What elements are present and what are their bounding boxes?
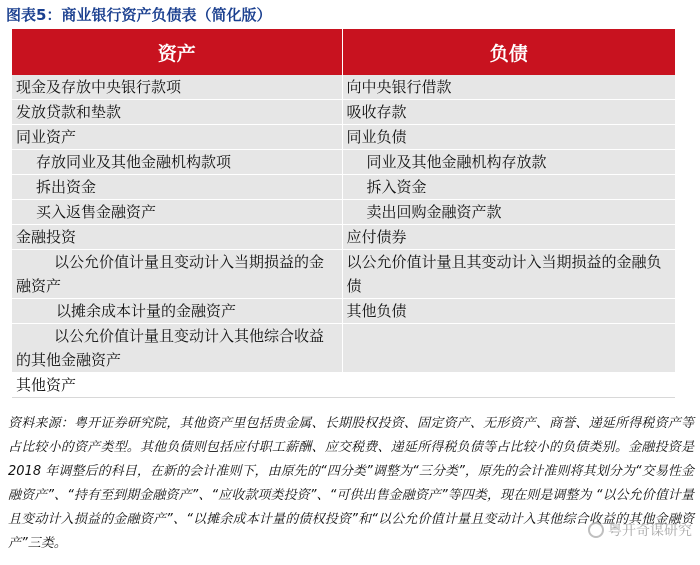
liability-cell: 应付债券 — [342, 225, 675, 250]
asset-cell: 金融投资 — [12, 225, 342, 250]
table-row — [12, 200, 675, 225]
liability-cell: 以公允价值计量且其变动计入当期损益的金融负债 — [342, 250, 675, 299]
liability-cell: 同业负债 — [342, 125, 675, 150]
table-row — [12, 250, 675, 299]
asset-cell: 以摊余成本计量的金融资产 — [12, 299, 342, 324]
header-liabilities: 负债 — [342, 29, 675, 75]
table-row — [12, 125, 675, 150]
asset-cell: 买入返售金融资产 — [12, 200, 342, 225]
table-row — [12, 100, 675, 125]
liability-cell: 卖出回购金融资产款 — [342, 200, 675, 225]
table-row — [12, 324, 675, 373]
liability-cell: 同业及其他金融机构存放款 — [342, 150, 675, 175]
asset-cell: 以公允价值计量且变动计入其他综合收益的其他金融资产 — [12, 324, 342, 373]
asset-cell: 现金及存放中央银行款项 — [12, 75, 342, 100]
liability-cell: 拆入资金 — [342, 175, 675, 200]
asset-cell: 存放同业及其他金融机构款项 — [12, 150, 342, 175]
liability-cell: 其他负债 — [342, 299, 675, 324]
table-row — [12, 225, 675, 250]
liability-cell — [342, 324, 675, 373]
liability-cell: 吸收存款 — [342, 100, 675, 125]
balance-sheet-table — [12, 29, 675, 398]
table-row — [12, 299, 675, 324]
table-row — [12, 175, 675, 200]
liability-cell: 向中央银行借款 — [342, 75, 675, 100]
asset-cell: 其他资产 — [12, 373, 342, 398]
header-assets: 资产 — [12, 29, 342, 75]
asset-cell: 拆出资金 — [12, 175, 342, 200]
wechat-logo-icon — [588, 522, 604, 538]
watermark — [588, 520, 692, 540]
asset-cell: 同业资产 — [12, 125, 342, 150]
table-row — [12, 373, 675, 398]
liability-cell — [342, 373, 675, 398]
figure-title: 图表5：商业银行资产负债表（简化版） — [6, 6, 272, 24]
asset-cell: 发放贷款和垫款 — [12, 100, 342, 125]
table-row — [12, 75, 675, 100]
watermark-text: 粤开奇谋研究 — [608, 523, 692, 539]
table-row — [12, 150, 675, 175]
table-header-row — [12, 29, 675, 75]
asset-cell: 以公允价值计量且变动计入当期损益的金融资产 — [12, 250, 342, 299]
source-note: 资料来源：粤开证券研究院，其他资产里包括贵金属、长期股权投资、固定资产、无形资产、商誉、递延所得税资产等占比较小的资产类型。其他负债则包括应付职工薪酬、应交税费、递延所得税负债等占比较小的负债类别。金融投资是 2018 年调整后的科目，在新的会计准则下，由原先的“四分类”调整为“三分类”，原先的会计准则将其划分为“交易性金融资产”、“持有至到期金融资产”、“应收款项类投资”、“可供出售金融资产”等四类，现在则是调整为 “以公允价值计量且变动计入损益的金融资产”、“以摊余成本计量的债权投资”和“以公允价值计量且变动计入其他综合收益的其他金融资产”三类。 — [8, 416, 694, 551]
